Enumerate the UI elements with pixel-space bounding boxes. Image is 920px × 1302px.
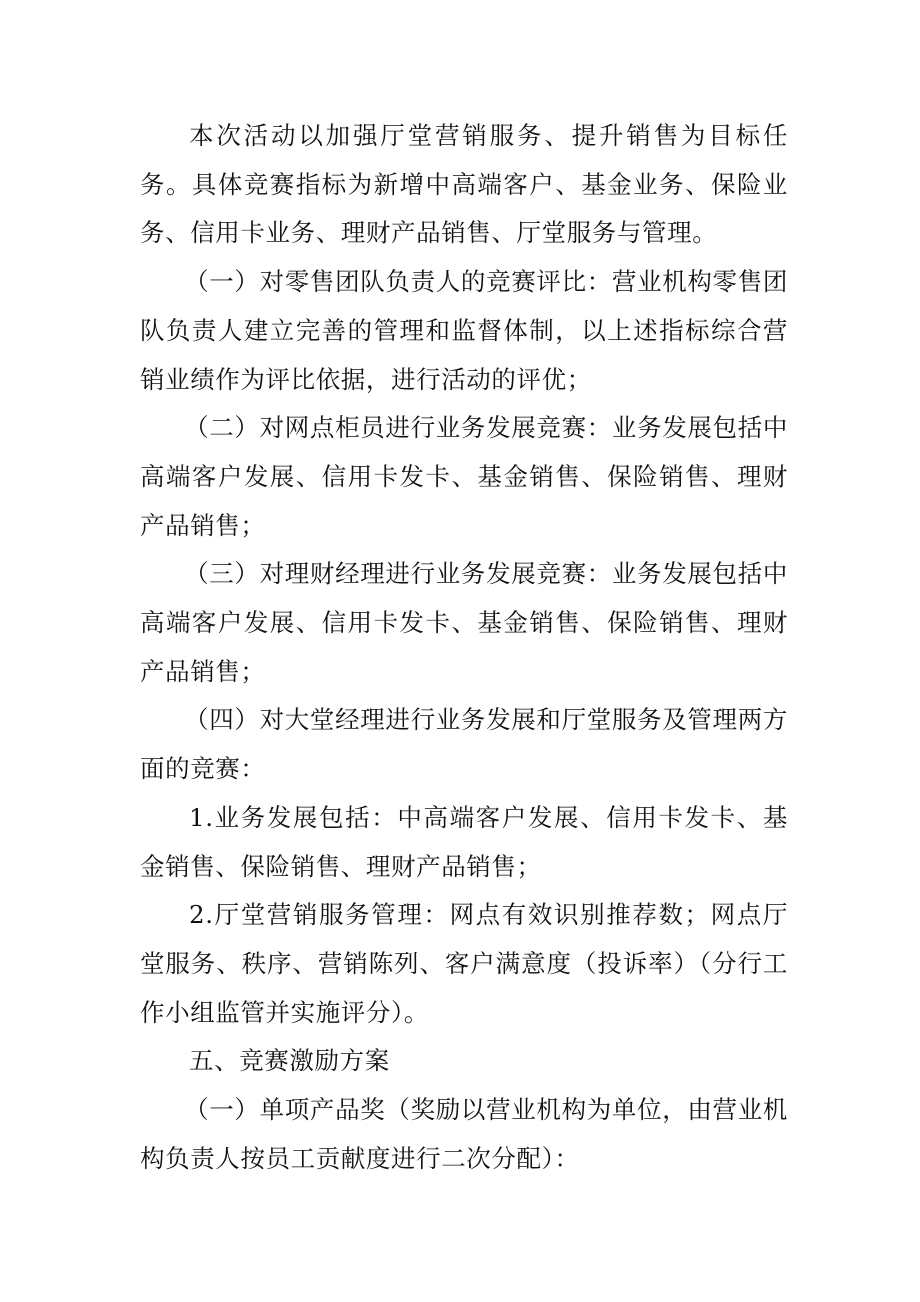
paragraph-retail-team-lead: （一）对零售团队负责人的竞赛评比：营业机构零售团队负责人建立完善的管理和监督体制，以上述指标综合营销业绩作为评比依据，进行活动的评优； xyxy=(140,267,788,394)
paragraph-lobby-manager-competition: （四）对大堂经理进行业务发展和厅堂服务及管理两方面的竞赛： xyxy=(140,705,788,784)
document-body xyxy=(140,112,788,1183)
paragraph-teller-competition: （二）对网点柜员进行业务发展竞赛：业务发展包括中高端客户发展、信用卡发卡、基金销售、保险销售、理财产品销售； xyxy=(140,413,788,540)
paragraph-single-product-award: （一）单项产品奖（奖励以营业机构为单位，由营业机构负责人按员工贡献度进行二次分配）： xyxy=(140,1095,788,1173)
section-heading-incentive-plan: 五、竞赛激励方案 xyxy=(189,1046,390,1076)
paragraph-lobby-service-management: 2.厅堂营销服务管理：网点有效识别推荐数；网点厅堂服务、秩序、营销陈列、客户满意度（投诉率）（分行工作小组监管并实施评分）。 xyxy=(140,900,788,1027)
paragraph-business-development: 1.业务发展包括：中高端客户发展、信用卡发卡、基金销售、保险销售、理财产品销售； xyxy=(140,802,788,881)
paragraph-wealth-manager-competition: （三）对理财经理进行业务发展竞赛：业务发展包括中高端客户发展、信用卡发卡、基金销售、保险销售、理财产品销售； xyxy=(140,559,788,686)
paragraph-activity-goal: 本次活动以加强厅堂营销服务、提升销售为目标任务。具体竞赛指标为新增中高端客户、基金业务、保险业务、信用卡业务、理财产品销售、厅堂服务与管理。 xyxy=(140,121,788,248)
